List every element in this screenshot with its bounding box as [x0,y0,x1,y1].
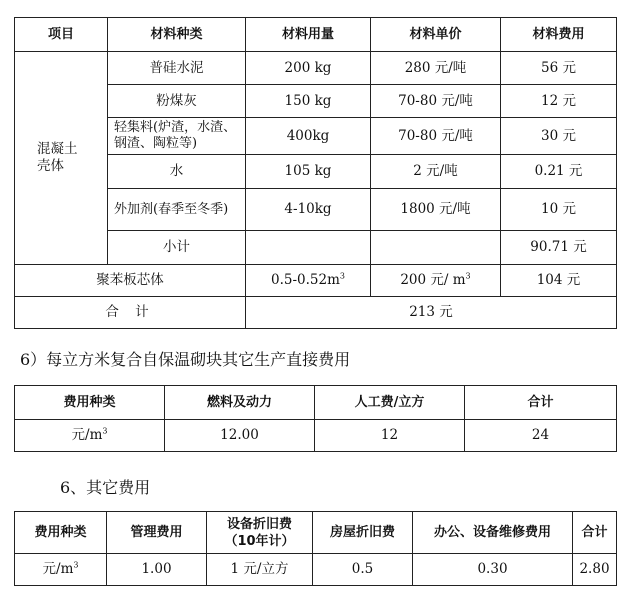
header-equipment-depreciation: 设备折旧费 [226,516,292,532]
unit-cell [15,420,165,452]
material-qty: 400kg [246,118,371,155]
unit-sup: 3 [73,560,79,570]
material-qty: 200 kg [246,52,371,85]
management-value: 1.00 [107,554,207,586]
building-depreciation-value: 0.5 [313,554,413,586]
equipment-depreciation-value: 1 元/立方 [207,554,313,586]
unit-price: 280 元/吨 [371,52,501,85]
material-cost: 10 元 [501,189,617,231]
table-row [15,52,617,85]
eps-qty-cell [246,265,371,297]
header-cost-type: 费用种类 [15,512,107,554]
eps-qty-sup: 3 [339,271,345,281]
total-value: 213 元 [246,297,617,329]
eps-label: 聚苯板芯体 [15,265,246,297]
material-type: 轻集料(炉渣，水渣、钢渣、陶粒等) [108,118,246,155]
office-maintenance-value: 0.30 [413,554,573,586]
material-type: 普硅水泥 [108,52,246,85]
section-heading-other-direct-costs: 6）每立方米复合自保温砌块其它生产直接费用 [20,350,351,369]
subtotal-label: 小计 [108,231,246,265]
group-label-cell [15,52,108,265]
other-cost-table [14,511,617,586]
table-row [15,420,617,452]
header-equipment-depreciation-sub: （10年计） [224,533,295,549]
eps-price-sup: 3 [465,271,471,281]
header-item: 项目 [15,18,108,52]
table-header-row [15,512,617,554]
header-office-maintenance: 办公、设备维修费用 [413,512,573,554]
table-header-row [15,18,617,52]
header-equipment-depreciation-cell [207,512,313,554]
header-fuel-power: 燃料及动力 [165,386,315,420]
unit-price: 70-80 元/吨 [371,118,501,155]
subtotal-cost: 90.71 元 [501,231,617,265]
material-qty: 4-10kg [246,189,371,231]
header-total: 合计 [465,386,617,420]
material-cost: 56 元 [501,52,617,85]
material-cost-table [14,17,617,329]
unit-price: 70-80 元/吨 [371,85,501,118]
material-type: 粉煤灰 [108,85,246,118]
material-cost: 30 元 [501,118,617,155]
unit-label: 元/m [42,561,74,577]
eps-price: 200 元/ m [400,272,466,288]
unit-price: 2 元/吨 [371,155,501,189]
total-label: 合 计 [15,297,246,329]
unit-sup: 3 [102,426,108,436]
material-type: 水 [108,155,246,189]
eps-row [15,265,617,297]
table-header-row [15,386,617,420]
header-material-type: 材料种类 [108,18,246,52]
material-cost: 12 元 [501,85,617,118]
header-building-depreciation: 房屋折旧费 [313,512,413,554]
header-cost-type: 费用种类 [15,386,165,420]
group-label: 混凝土壳体 [37,141,78,174]
eps-price-cell [371,265,501,297]
unit-cell [15,554,107,586]
empty-cell [371,231,501,265]
unit-label: 元/m [71,427,103,443]
header-labor: 人工费/立方 [315,386,465,420]
total-value: 2.80 [573,554,617,586]
total-row [15,297,617,329]
material-qty: 150 kg [246,85,371,118]
table-row [15,554,617,586]
header-material-cost: 材料费用 [501,18,617,52]
header-unit-price: 材料单价 [371,18,501,52]
fuel-power-value: 12.00 [165,420,315,452]
eps-qty: 0.5-0.52m [271,272,340,288]
direct-cost-table [14,385,617,452]
unit-price: 1800 元/吨 [371,189,501,231]
material-qty: 105 kg [246,155,371,189]
eps-cost: 104 元 [501,265,617,297]
labor-value: 12 [315,420,465,452]
section-heading-other-costs: 6、其它费用 [60,478,151,497]
empty-cell [246,231,371,265]
material-type: 外加剂(春季至冬季) [108,189,246,231]
material-cost: 0.21 元 [501,155,617,189]
header-total: 合计 [573,512,617,554]
header-material-qty: 材料用量 [246,18,371,52]
header-management: 管理费用 [107,512,207,554]
total-value: 24 [465,420,617,452]
